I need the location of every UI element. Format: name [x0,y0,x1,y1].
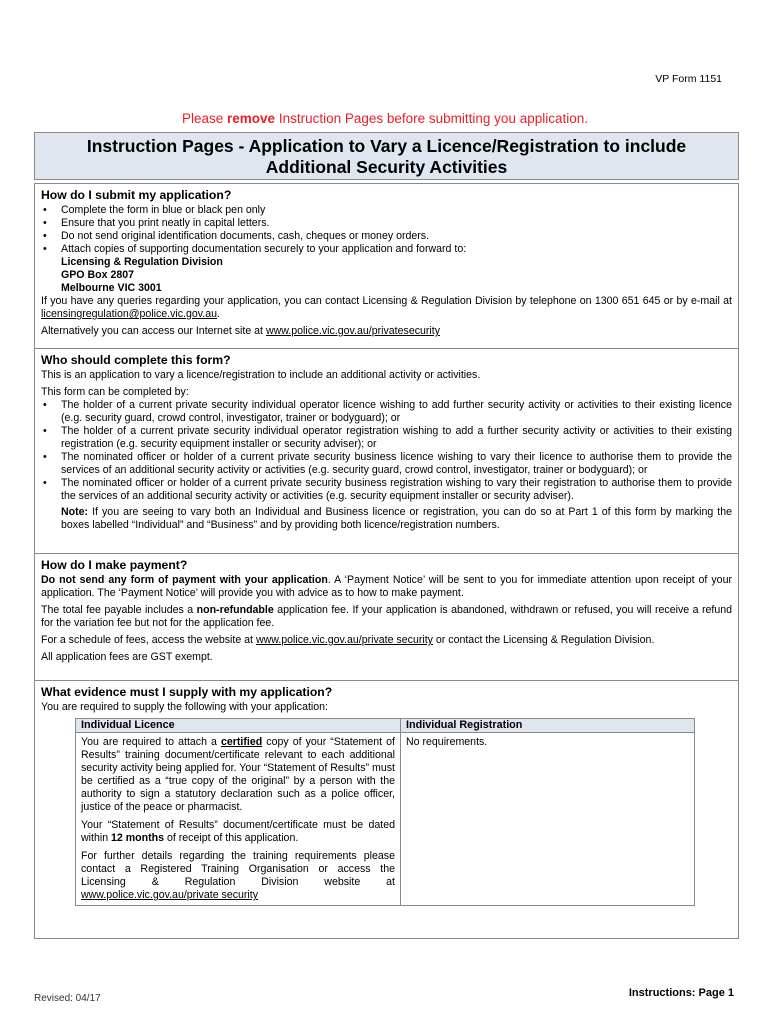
revised-date: Revised: 04/17 [34,993,101,1004]
evidence-heading: What evidence must I supply with my application? [41,685,333,699]
address-line: Licensing & Regulation Division [61,256,223,268]
fees-link[interactable]: www.police.vic.gov.au/private security [255,634,433,646]
individual-licence-cell [76,733,401,906]
who-heading: Who should complete this form? [41,353,231,367]
list-item: • The nominated officer or holder of a current private security business licence wishing to vary their licence to authorise them to provide the services of an additional security activity or activities (e.g. security guard, crowd control, investigator, trainer or bodyguard); or [41,451,732,477]
evidence-section [35,680,738,714]
submit-heading: How do I submit my application? [41,188,232,202]
payment-p4: All application fees are GST exempt. [41,651,213,663]
title-line-2: Additional Security Activities [265,157,508,177]
payment-p1: Do not send any form of payment with your application. A ‘Payment Notice’ will be sent to you for immediate attention upon receipt of your application. The ‘Payment Notice’ will provide you with advice as to how to make payment. [41,574,732,599]
who-section [35,348,738,532]
address-line: GPO Box 2807 [61,269,135,281]
licence-dated-text: Your “Statement of Results” document/certificate must be dated within 12 months of receipt of this application. [81,819,395,844]
internet-text: Alternatively you can access our Internet site at www.police.vic.gov.au/privatesecurity [41,325,441,337]
privatesecurity-link[interactable]: www.police.vic.gov.au/privatesecurity [265,325,441,337]
queries-text: If you have any queries regarding your application, you can contact Licensing & Regulation Division by telephone on 1300 651 645 or by e-mail at licensingregulation@police.vic.gov.au. [41,295,732,320]
title-line-1: Instruction Pages - Application to Vary a Licence/Registration to include [86,136,687,156]
list-item: • The holder of a current private security individual operator registration wishing to add a further security activity or activities to their existing registration (e.g. security equipment installer or security adviser); or [41,425,732,451]
address-line: Melbourne VIC 3001 [61,282,162,294]
evidence-table [75,718,695,906]
payment-section [35,553,738,664]
list-item: • Do not send original identification documents, cash, cheques or money orders. [41,230,732,243]
submit-section [35,184,738,338]
individual-registration-cell [401,733,695,906]
evidence-intro: You are required to supply the following with your application: [41,701,328,713]
list-item: • Attach copies of supporting documentation securely to your application and forward to: [41,243,732,256]
list-item: • The holder of a current private security individual operator licence wishing to add further security activity or activities to their existing licence (e.g. security guard, crowd control, investigator, trainer or bodyguard); or [41,399,732,425]
payment-heading: How do I make payment? [41,558,188,572]
licence-certified-text: You are required to attach a certified copy of your “Statement of Results” training document/certificate relevant to each additional security activity being applied for. Your “Statement of Results” must be certified as a “true copy of the original” by a person with the authority to sign a statutory declaration such as a police officer, justice of the peace or pharmacist. [81,736,395,813]
who-intro: This is an application to vary a licence/registration to include an additional activity or activities. [41,369,481,381]
submit-bullets [41,204,732,256]
training-link[interactable]: www.police.vic.gov.au/private security [81,889,259,901]
completed-by-text: This form can be completed by: [41,386,189,398]
mailing-address [41,256,732,295]
list-item: • The nominated officer or holder of a current private security business registration wishing to vary their registration to authorise them to provide the services of an additional security activity or activities (e.g. security equipment installer or security adviser). [41,477,732,503]
no-requirements-text: No requirements. [406,736,488,748]
payment-p3: For a schedule of fees, access the website at www.police.vic.gov.au/private security or contact the Licensing & Regulation Division. [41,634,655,646]
list-item: • Ensure that you print neatly in capital letters. [41,217,732,230]
licence-further-details-text: For further details regarding the training requirements please contact a Registered Training Organisation or access the Licensing & Regulation Division website at www.police.vic.gov.au/private security [81,850,395,901]
form-number: VP Form 1151 [655,73,722,85]
page-number: Instructions: Page 1 [628,987,734,999]
email-link[interactable]: licensingregulation@police.vic.gov.au [41,308,218,320]
remove-pages-warning: Please remove Instruction Pages before submitting you application. [182,111,588,126]
who-bullets [41,399,732,503]
individual-registration-header: Individual Registration [401,719,695,733]
payment-p2: The total fee payable includes a non-refundable application fee. If your application is abandoned, withdrawn or refused, you will receive a refund for the variation fee but not for the application fee. [41,604,732,629]
instructions-body [34,183,739,939]
note-text: Note: If you are seeing to vary both an Individual and Business licence or registration, you can do so at Part 1 of this form by marking the boxes labelled “Individual” and “Business” and by providing both licence/registration numbers. [61,506,732,531]
list-item: • Complete the form in blue or black pen only [41,204,732,217]
individual-licence-header: Individual Licence [76,719,401,733]
page-title [34,132,739,180]
